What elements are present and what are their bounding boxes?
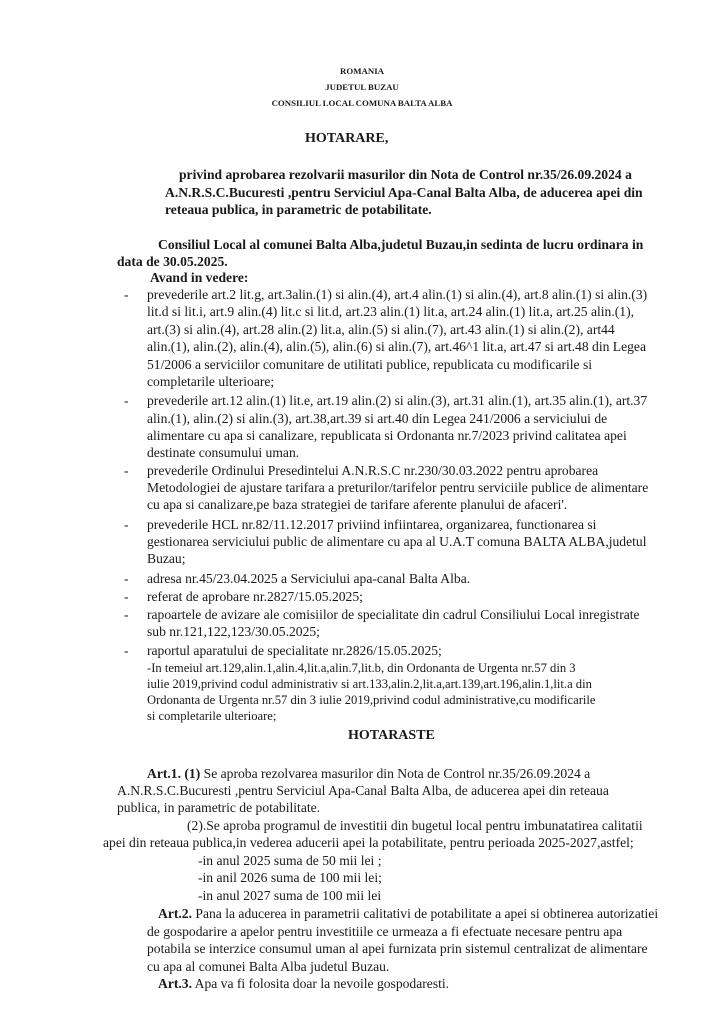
consideration-line: sub nr.121,122,123/30.05.2025; <box>147 624 320 639</box>
consideration-line: referat de aprobare nr.2827/15.05.2025; <box>147 589 363 604</box>
article-2-label: Art.2. <box>158 906 192 921</box>
consideration-line: cu apa si canalizare,pe baza strategiei de tarifare aferente planului de afaceri'. <box>147 497 568 512</box>
consideration-line: si completarile ulterioare; <box>147 709 277 723</box>
article-1-para2-line: (2).Se aproba programul de investitii din bugetul local pentru imbunatatirea calitatii <box>187 818 643 833</box>
bullet-dash: - <box>124 393 129 408</box>
bullet-dash: - <box>124 589 129 604</box>
bullet-dash: - <box>124 607 129 622</box>
program-item: -in anul 2025 suma de 50 mii lei ; <box>198 853 382 868</box>
consideration-line: art.(3) si alin.(4), art.28 alin.(2) lit.a, alin.(5) si alin.(7), art.43 alin.(1) si alin.(2), art44 <box>147 322 615 337</box>
decision-heading: HOTARASTE <box>348 728 435 743</box>
consideration-line: -In temeiul art.129,alin.1,alin.4,lit.a,alin.7,lit.b, din Ordonanta de Urgenta nr.57 din 3 <box>147 661 576 675</box>
consideration-line: Buzau; <box>147 551 186 566</box>
program-item: -in anul 2027 suma de 100 mii lei <box>198 888 382 903</box>
subject-line: reteaua publica, in parametric de potabilitate. <box>165 202 432 217</box>
article-2-line: de gospodarire a apelor pentru investitiile ce urmeaza a fi efectuate necesare pentru apa <box>147 924 623 939</box>
subject-line: A.N.R.S.C.Bucuresti ,pentru Serviciul Apa-Canal Balta Alba, de aducerea apei din <box>165 185 643 200</box>
program-item: -in anil 2026 suma de 100 mii lei; <box>198 870 382 885</box>
consideration-line: rapoartele de avizare ale comisiilor de specialitate din cadrul Consiliului Local inregistrate <box>147 607 640 622</box>
article-3-line <box>158 976 449 992</box>
consideration-line: alimentare cu apa si canalizare, republicata si Ordonanta nr.7/2023 privind calitatea apei <box>147 428 627 443</box>
bullet-dash: - <box>124 287 129 302</box>
consideration-line: prevederile art.12 alin.(1) lit.e, art.19 alin.(2) si alin.(3), art.31 alin.(1), art.35 alin.(1), art.37 <box>147 393 648 408</box>
document-title: HOTARARE, <box>305 131 389 146</box>
bullet-dash: - <box>124 517 129 532</box>
consideration-line: lit.d si lit.i, art.9 alin.(4) lit.c si lit.d, art.23 alin.(1) lit.a, art.24 alin.(1) lit.a, art.25 alin.(1), <box>147 304 634 319</box>
header-country: ROMANIA <box>340 66 384 76</box>
bullet-dash: - <box>124 571 129 586</box>
header-council: CONSILIUL LOCAL COMUNA BALTA ALBA <box>271 98 453 108</box>
consideration-line: 51/2006 a serviciilor comunitare de utilitati publice, republicata cu modificarile si <box>147 357 593 372</box>
intro-line: Consiliul Local al comunei Balta Alba,judetul Buzau,in sedinta de lucru ordinara in <box>158 237 644 252</box>
article-3-text: Apa va fi folosita doar la nevoile gospodaresti. <box>191 976 450 991</box>
article-1-number: (1) <box>184 766 201 781</box>
article-1-label: Art.1. <box>147 766 181 781</box>
consideration-line: prevederile Ordinului Presedintelui A.N.R.S.C nr.230/30.03.2022 pentru aprobarea <box>147 463 599 478</box>
article-2-line: cu apa al comunei Balta Alba judetul Buzau. <box>147 959 390 974</box>
consideration-line: raportul aparatului de specialitate nr.2826/15.05.2025; <box>147 643 442 658</box>
consideration-line: destinate consumului uman. <box>147 445 300 460</box>
consideration-line: prevederile art.2 lit.g, art.3alin.(1) si alin.(4), art.4 alin.(1) si alin.(4), art.8 alin.(1) si alin.(3) <box>147 287 648 302</box>
article-1-line: publica, in parametric de potabilitate. <box>117 800 321 815</box>
intro-line: data de 30.05.2025. <box>117 254 228 269</box>
article-1-text: Se aproba rezolvarea masurilor din Nota de Control nr.35/26.09.2024 a <box>200 766 591 781</box>
article-1-line: A.N.R.S.C.Bucuresti ,pentru Serviciul Apa-Canal Balta Alba, de aducerea apei din reteaua <box>117 783 609 798</box>
header-county: JUDETUL BUZAU <box>325 82 399 92</box>
article-1-para2-line: apei din reteaua publica,in vederea aducerii apei la potabilitate, pentru perioada 2025-2027,astfel; <box>103 835 634 850</box>
subject-line: privind aprobarea rezolvarii masurilor din Nota de Control nr.35/26.09.2024 a <box>179 167 632 182</box>
consideration-line: Metodologiei de ajustare tarifara a preturilor/tarifelor pentru serviciile publice de alimentare <box>147 480 649 495</box>
article-2-text: Pana la aducerea in parametrii calitativi de potabilitate a apei si obtinerea autorizatiei <box>191 906 659 921</box>
consideration-line: prevederile HCL nr.82/11.12.2017 priviind infiintarea, organizarea, functionarea si <box>147 517 597 532</box>
consideration-line: iulie 2019,privind codul administrativ si art.133,alin.2,lit.a,art.139,art.196,alin.1,lit.a din <box>147 677 592 691</box>
article-3-label: Art.3. <box>158 976 192 991</box>
consideration-line: alin.(1), alin.(2) si alin.(3), art.38,art.39 si art.40 din Legea 241/2006 a serviciului de <box>147 411 608 426</box>
consideration-line: Ordonanta de Urgenta nr.57 din 3 iulie 2019,privind codul administrative,cu modificarile <box>147 693 596 707</box>
bullet-dash: - <box>124 463 129 478</box>
avand-heading: Avand in vedere: <box>150 270 249 285</box>
bullet-dash: - <box>124 643 129 658</box>
consideration-line: alin.(1), alin.(2), alin.(4), alin.(5), alin.(6) si alin.(7), art.46^1 lit.a, art.47 si art.48 din Legea <box>147 339 646 354</box>
article-2-line <box>158 906 658 922</box>
consideration-line: gestionarea serviciului public de alimentare cu apa al U.A.T comuna BALTA ALBA,judetul <box>147 534 647 549</box>
article-2-line: potabila se interzice consumul uman al apei furnizata prin sistemul centralizat de alimentare <box>147 941 648 956</box>
article-1-line <box>147 766 590 782</box>
consideration-line: completarile ulterioare; <box>147 374 275 389</box>
consideration-line: adresa nr.45/23.04.2025 a Serviciului apa-canal Balta Alba. <box>147 571 471 586</box>
